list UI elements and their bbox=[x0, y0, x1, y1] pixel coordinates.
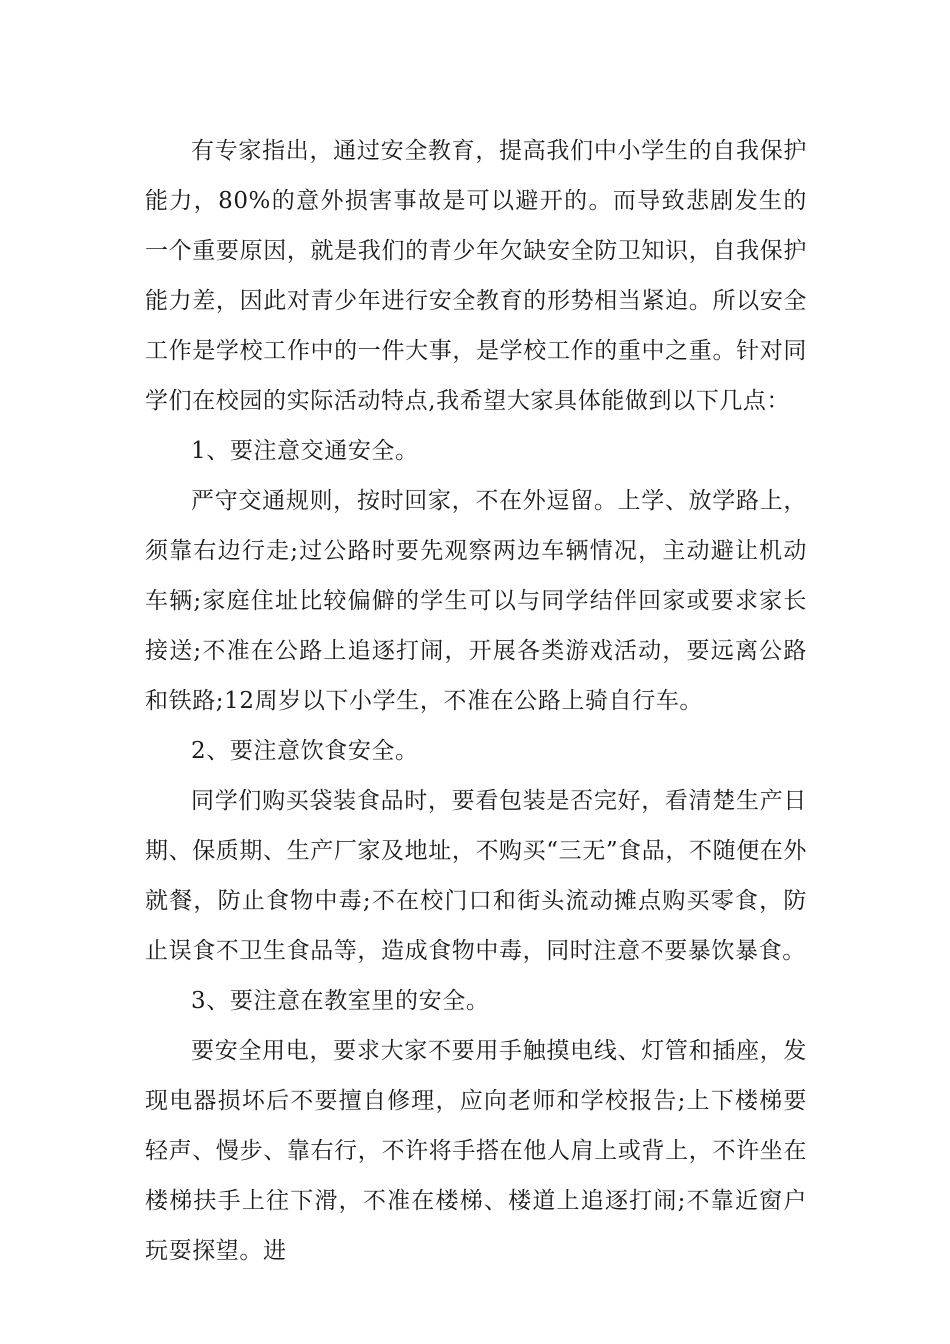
paragraph-food-safety: 同学们购买袋装食品时，要看包装是否完好，看清楚生产日期、保质期、生产厂家及地址，不购买“三无”食品，不随便在外就餐，防止食物中毒;不在校门口和街头流动摊点购买零食，防止误食不卫生食品等，造成食物中毒，同时注意不要暴饮暴食。 bbox=[145, 788, 807, 964]
paragraph-classroom-safety: 要安全用电，要求大家不要用手触摸电线、灯管和插座，发现电器损坏后不要擅自修理，应向老师和学校报告;上下楼梯要轻声、慢步、靠右行，不许将手搭在他人肩上或背上，不许坐在楼梯扶手上往下滑，不准在楼梯、楼道上追逐打闹;不靠近窗户玩耍探望。进 bbox=[145, 1038, 807, 1264]
document-body bbox=[145, 126, 807, 1276]
heading-traffic-safety: 1、要注意交通安全。 bbox=[191, 438, 419, 464]
heading-classroom-safety: 3、要注意在教室里的安全。 bbox=[191, 988, 490, 1014]
paragraph-traffic-safety: 严守交通规则，按时回家，不在外逗留。上学、放学路上，须靠右边行走;过公路时要先观察两边车辆情况，主动避让机动车辆;家庭住址比较偏僻的学生可以与同学结伴回家或要求家长接送;不准在公路上追逐打闹，开展各类游戏活动，要远离公路和铁路;12周岁以下小学生，不准在公路上骑自行车。 bbox=[145, 488, 807, 714]
paragraph-intro: 有专家指出，通过安全教育，提高我们中小学生的自我保护能力，80%的意外损害事故是可以避开的。而导致悲剧发生的一个重要原因，就是我们的青少年欠缺安全防卫知识，自我保护能力差，因此对青少年进行安全教育的形势相当紧迫。所以安全工作是学校工作中的一件大事，是学校工作的重中之重。针对同学们在校园的实际活动特点,我希望大家具体能做到以下几点： bbox=[145, 138, 807, 414]
heading-food-safety: 2、要注意饮食安全。 bbox=[191, 738, 419, 764]
